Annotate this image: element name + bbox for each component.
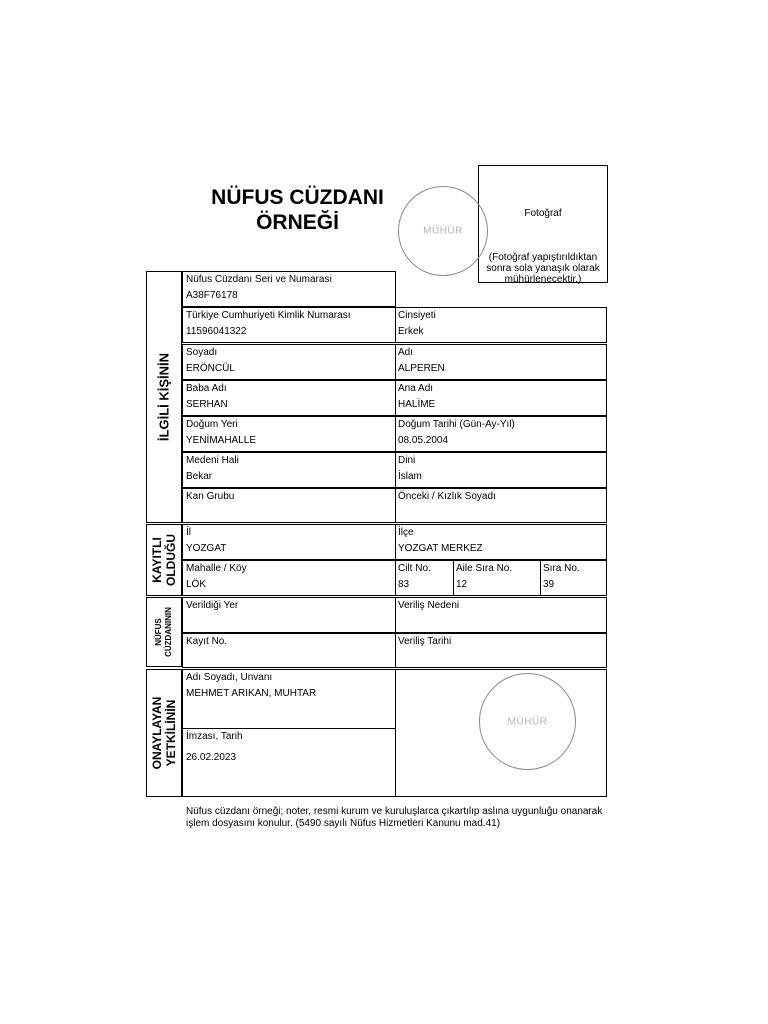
section-registry-label xyxy=(150,534,178,586)
province-label: İl xyxy=(186,527,191,538)
marital-status-label: Medeni Hali xyxy=(186,455,239,466)
village-value: LÖK xyxy=(186,579,207,590)
row-record-issue-date xyxy=(182,633,607,668)
birthdate-value: 08.05.2004 xyxy=(398,435,449,446)
row-parents xyxy=(182,380,607,416)
section-registry-line-1: KAYITLI xyxy=(150,537,164,583)
row-village-numbers xyxy=(182,560,607,596)
tckn-value: 11596041322 xyxy=(186,326,247,337)
signature-date-label: İmzası, Tarih xyxy=(186,731,243,742)
volume-no-label: Cilt No. xyxy=(398,563,431,574)
section-card-label xyxy=(154,607,174,657)
religion-value: İslam xyxy=(398,471,422,482)
section-card xyxy=(146,597,182,667)
name-value: ALPEREN xyxy=(398,363,445,374)
village-label: Mahalle / Köy xyxy=(186,563,247,574)
district-label: İlçe xyxy=(398,527,414,538)
birthplace-label: Doğum Yeri xyxy=(186,419,238,430)
father-name-label: Baba Adı xyxy=(186,383,227,394)
title-line-2: ÖRNEĞİ xyxy=(256,211,339,234)
section-card-line-1: NÜFUS xyxy=(154,618,163,646)
mother-name-value: HALİME xyxy=(398,399,436,410)
mother-name-label: Ana Adı xyxy=(398,383,434,394)
tckn-label: Türkiye Cumhuriyeti Kimlik Numarası xyxy=(186,310,351,321)
birthdate-label: Doğum Tarihi (Gün-Ay-Yıl) xyxy=(398,419,515,430)
seal-text-top: MÜHÜR xyxy=(423,225,463,237)
section-approver xyxy=(146,669,182,797)
section-approver-label xyxy=(150,697,178,770)
father-name-value: SERHAN xyxy=(186,399,228,410)
serial-number-value: A38F76178 xyxy=(186,290,238,301)
document-title xyxy=(190,185,405,235)
section-card-line-2: CÜZDANININ xyxy=(164,607,173,657)
issued-place-label: Verildiği Yer xyxy=(186,600,239,611)
family-order-label: Aile Sıra No. xyxy=(456,563,513,574)
seal-circle-top xyxy=(398,186,488,276)
surname-label: Soyadı xyxy=(186,347,218,358)
section-person-label: İLGİLİ KİŞİNİN xyxy=(156,352,172,442)
photo-box xyxy=(478,165,608,283)
order-no-label: Sıra No. xyxy=(543,563,580,574)
blood-group-label: Kan Grubu xyxy=(186,491,235,502)
row-marital-religion xyxy=(182,452,607,488)
row-birth xyxy=(182,416,607,452)
row-id-gender xyxy=(182,307,607,343)
issue-reason-label: Veriliş Nedeni xyxy=(398,600,460,611)
row-blood-prevsurname xyxy=(182,488,607,523)
order-no-value: 39 xyxy=(543,579,555,590)
birthplace-value: YENİMAHALLE xyxy=(186,435,257,446)
serial-number-label: Nüfus Cüzdanı Seri ve Numarası xyxy=(186,274,333,285)
photo-label: Fotoğraf xyxy=(524,208,562,219)
approver-divider xyxy=(183,728,395,729)
section-registry xyxy=(146,524,182,596)
title-line-1: NÜFUS CÜZDANI xyxy=(211,186,384,209)
serial-number-field xyxy=(182,271,396,307)
family-order-value: 12 xyxy=(456,579,468,590)
row-surname-name xyxy=(182,344,607,380)
issue-date-label: Veriliş Tarihi xyxy=(398,636,452,647)
surname-value: ERÖNCÜL xyxy=(186,363,235,374)
previous-surname-label: Önceki / Kızlık Soyadı xyxy=(398,491,496,502)
record-no-label: Kayıt No. xyxy=(186,636,228,647)
footer-note: Nüfus cüzdanı örneği; noter, resmi kurum ve kuruluşlarca çıkartılıp aslına uygunluğu onanarak işlem dosyasını konulur. (5490 sayılı Nüfus Hizmetleri Kanunu mad.41) xyxy=(186,806,603,829)
row-province-district xyxy=(182,524,607,560)
row-issue-place-reason xyxy=(182,597,607,633)
signature-date-value: 26.02.2023 xyxy=(186,752,237,763)
gender-value: Erkek xyxy=(398,326,424,337)
province-value: YOZGAT xyxy=(186,543,227,554)
photo-note: (Fotoğraf yapıştırıldıktan sonra sola yanaşık olarak mühürlenecektir.) xyxy=(486,252,600,285)
section-registry-line-2: OLDUĞU xyxy=(164,534,178,586)
religion-label: Dini xyxy=(398,455,416,466)
section-approver-line-1: ONAYLAYAN xyxy=(150,696,164,770)
section-person xyxy=(146,271,182,523)
approver-name-value: MEHMET ARIKAN, MUHTAR xyxy=(186,688,317,699)
marital-status-value: Bekar xyxy=(186,471,213,482)
name-label: Adı xyxy=(398,347,414,358)
seal-circle-bottom xyxy=(479,673,576,770)
gender-label: Cinsiyeti xyxy=(398,310,436,321)
seal-text-bottom: MÜHÜR xyxy=(507,716,548,727)
district-value: YOZGAT MERKEZ xyxy=(398,543,483,554)
volume-no-value: 83 xyxy=(398,579,410,590)
approver-name-label: Adı Soyadı, Unvanı xyxy=(186,672,273,683)
section-approver-line-2: YETKİLİNİN xyxy=(164,699,178,767)
